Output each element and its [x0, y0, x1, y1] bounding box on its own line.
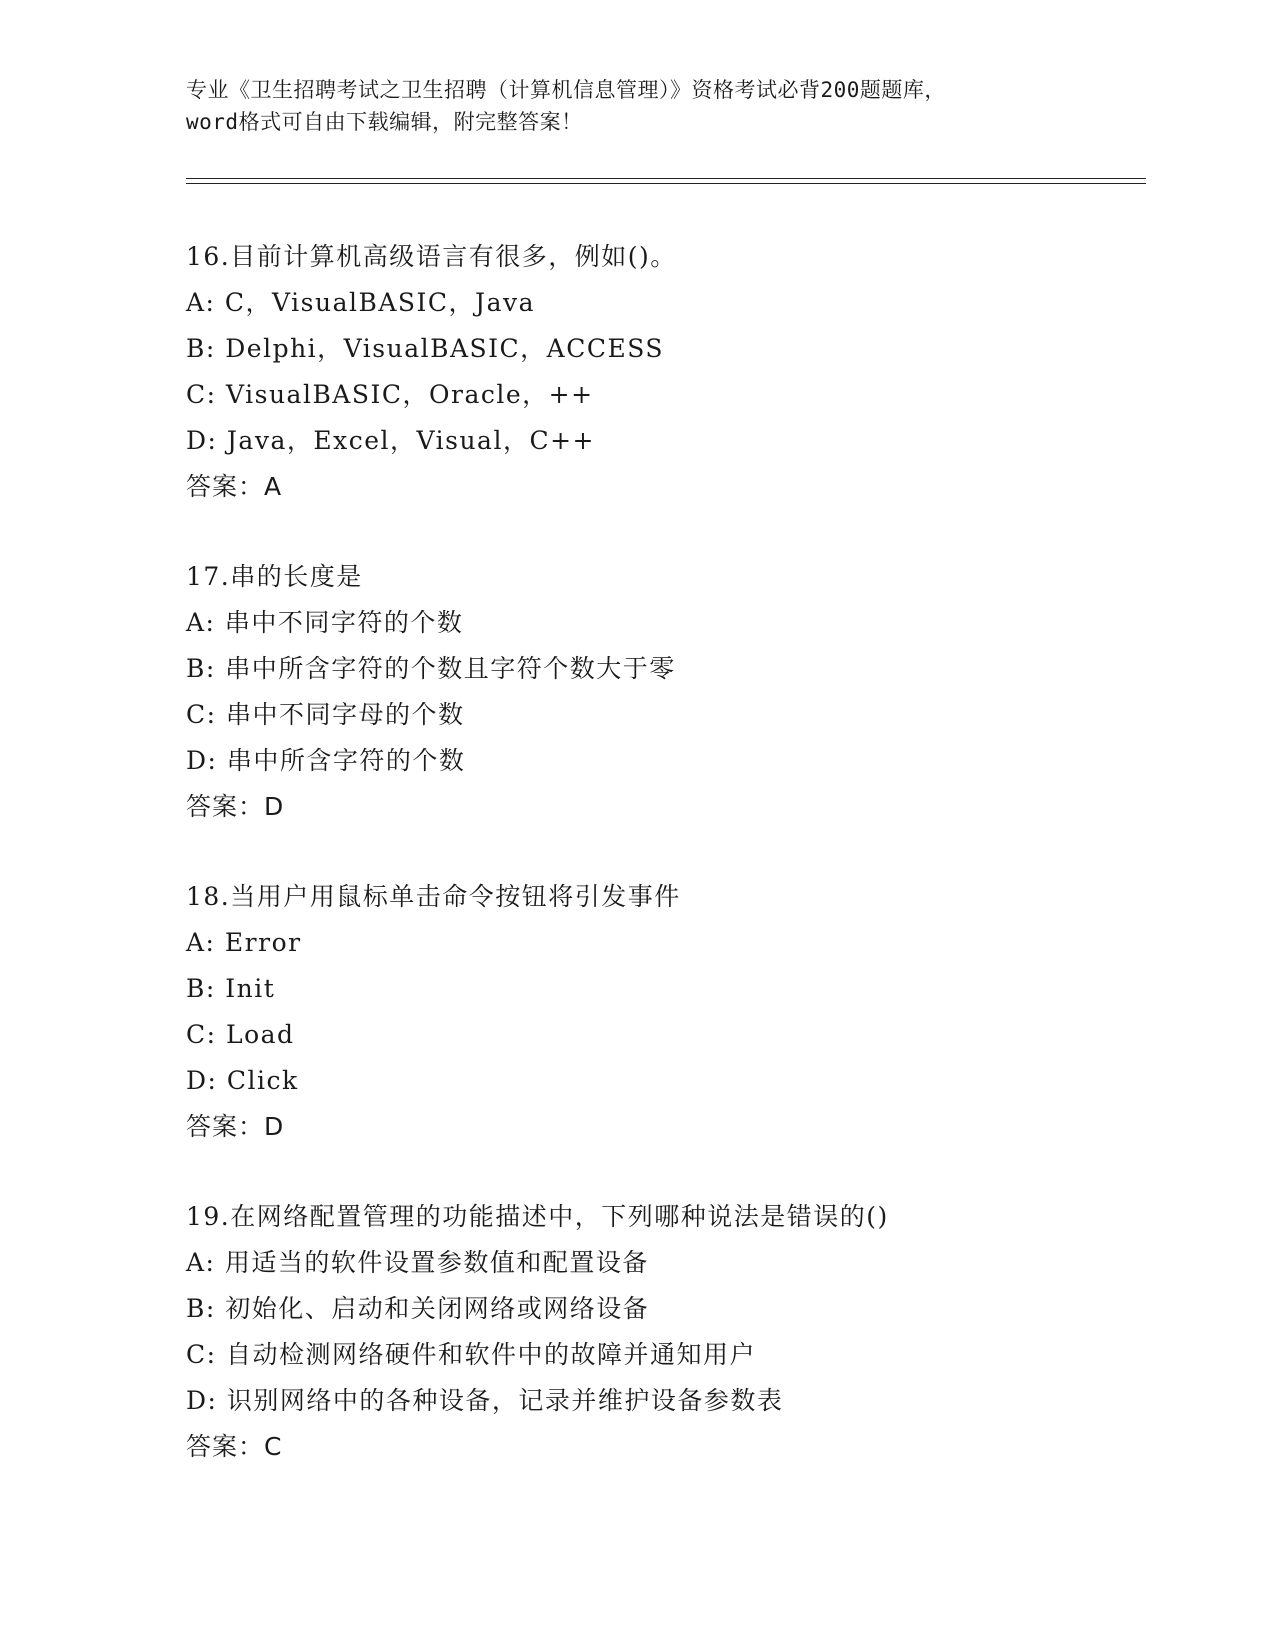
option-c: C: 自动检测网络硬件和软件中的故障并通知用户 [186, 1340, 756, 1369]
question-19 [186, 1194, 1146, 1470]
header-divider-top [186, 178, 1146, 179]
answer: 答案：D [186, 792, 285, 821]
option-b: B: 串中所含字符的个数且字符个数大于零 [186, 654, 676, 683]
option-a: A: 串中不同字符的个数 [186, 608, 464, 637]
question-16 [186, 234, 1146, 510]
option-c: C: Load [186, 1020, 295, 1049]
option-c: C: 串中不同字母的个数 [186, 700, 465, 729]
option-a: A: 用适当的软件设置参数值和配置设备 [186, 1248, 649, 1277]
option-d: D: 识别网络中的各种设备，记录并维护设备参数表 [186, 1386, 784, 1415]
option-a: A: C，VisualBASIC，Java [186, 288, 536, 317]
option-c: C: VisualBASIC，Oracle，++ [186, 380, 594, 409]
option-d: D: Java，Excel，Visual，C++ [186, 426, 595, 455]
question-17 [186, 554, 1146, 830]
document-header [186, 74, 1086, 138]
option-b: B: Delphi，VisualBASIC，ACCESS [186, 334, 665, 363]
question-stem: 19.在网络配置管理的功能描述中，下列哪种说法是错误的() [186, 1202, 889, 1231]
header-line-2: word格式可自由下载编辑，附完整答案！ [186, 110, 583, 134]
option-b: B: 初始化、启动和关闭网络或网络设备 [186, 1294, 650, 1323]
option-a: A: Error [186, 928, 302, 957]
question-18 [186, 874, 1146, 1150]
answer: 答案：D [186, 1112, 285, 1141]
question-stem: 17.串的长度是 [186, 562, 363, 591]
header-line-1: 专业《卫生招聘考试之卫生招聘（计算机信息管理）》资格考试必背200题题库， [186, 78, 946, 102]
question-stem: 16.目前计算机高级语言有很多，例如()。 [186, 242, 677, 271]
header-divider-bottom [186, 183, 1146, 184]
option-d: D: Click [186, 1066, 299, 1095]
question-stem: 18.当用户用鼠标单击命令按钮将引发事件 [186, 882, 681, 911]
answer: 答案：C [186, 1432, 283, 1461]
option-d: D: 串中所含字符的个数 [186, 746, 466, 775]
option-b: B: Init [186, 974, 276, 1003]
answer: 答案：A [186, 472, 283, 501]
